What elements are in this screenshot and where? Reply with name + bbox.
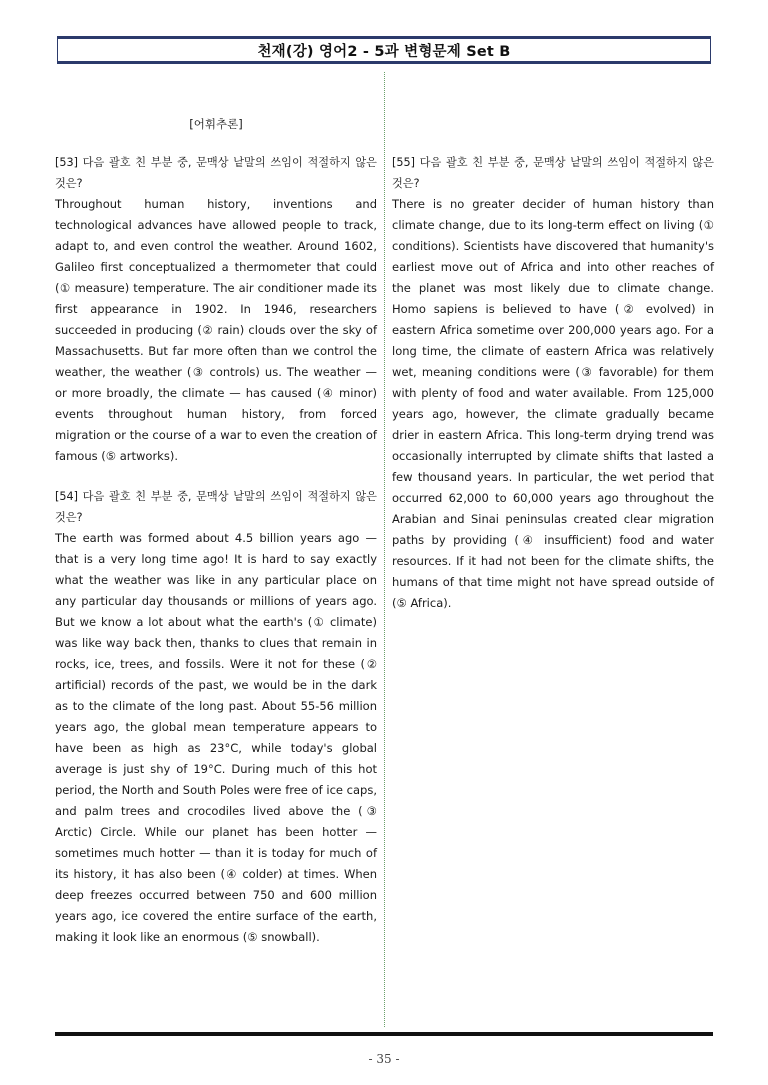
question-53 xyxy=(55,152,377,467)
page-header xyxy=(57,36,711,64)
question-55-prompt: [55] 다음 괄호 친 부분 중, 문맥상 낱말의 쓰임이 적절하지 않은 것은? xyxy=(392,156,714,190)
question-54 xyxy=(55,486,377,948)
question-53-passage: Throughout human history, inventions and technological advances have allowed people to track, adapt to, and even control the weather. Around 1602, Galileo first conceptualized a thermometer that could (① measure) temperature. The air conditioner made its first appearance in 1902. In 1946, researchers succeeded in producing (② rain) clouds over the sky of Massachusetts. But far more often than we control the weather, the weather (③ controls) us. The weather — or more broadly, the climate — has caused (④ minor) events throughout human history, from forced migration or the course of a war to even the creation of famous (⑤ artworks). xyxy=(55,197,377,463)
question-55 xyxy=(392,152,714,614)
question-54-passage: The earth was formed about 4.5 billion years ago — that is a very long time ago! It is hard to say exactly what the weather was like in any particular place on any particular day thousands or millions of years ago. But we know a lot about what the earth's (① climate) was like way back then, thanks to clues that remain in rocks, ice, trees, and fossils. Were it not for these (② artificial) records of the past, we would be in the dark as to the climate of the long past. About 55-56 million years ago, the global mean temperature appears to have been as high as 23°C, while today's global average is just shy of 19°C. During much of this hot period, the North and South Poles were free of ice caps, and palm trees and crocodiles lived above the (③ Arctic) Circle. While our planet has been hotter — sometimes much hotter — than it is today for much of its history, it has also been (④ colder) at times. When deep freezes occurred between 750 and 600 million years ago, ice covered the entire surface of the earth, making it look like an enormous (⑤ snowball). xyxy=(55,531,377,944)
question-55-passage: There is no greater decider of human history than climate change, due to its long-term effect on living (① conditions). Scientists have discovered that humanity's earliest move out of Africa and into other reaches of the planet was most likely due to climate change. Homo sapiens is believed to have (② evolved) in eastern Africa sometime over 200,000 years ago. For a long time, the climate of eastern Africa was relatively wet, meaning conditions were (③ favorable) for them with plenty of food and water available. From 125,000 years ago, however, the climate gradually became drier in eastern Africa. This long-term drying trend was occasionally interrupted by climate shifts that lasted a few thousand years. In particular, the wet period that occurred 62,000 to 60,000 years ago throughout the Arabian and Sinai peninsulas created clear migration paths by providing (④ insufficient) food and water resources. If it had not been for the climate shifts, the humans of that time might not have spread outside of (⑤ Africa). xyxy=(392,197,714,610)
column-divider xyxy=(384,72,385,1027)
page-title: 천재(강) 영어2 - 5과 변형문제 Set B xyxy=(257,43,511,60)
section-label: [어휘추론] xyxy=(189,117,243,131)
question-54-prompt: [54] 다음 괄호 친 부분 중, 문맥상 낱말의 쓰임이 적절하지 않은 것은? xyxy=(55,490,377,524)
page-number: - 35 - xyxy=(368,1052,400,1066)
question-53-prompt: [53] 다음 괄호 친 부분 중, 문맥상 낱말의 쓰임이 적절하지 않은 것은? xyxy=(55,156,377,190)
footer-rule xyxy=(55,1032,713,1036)
